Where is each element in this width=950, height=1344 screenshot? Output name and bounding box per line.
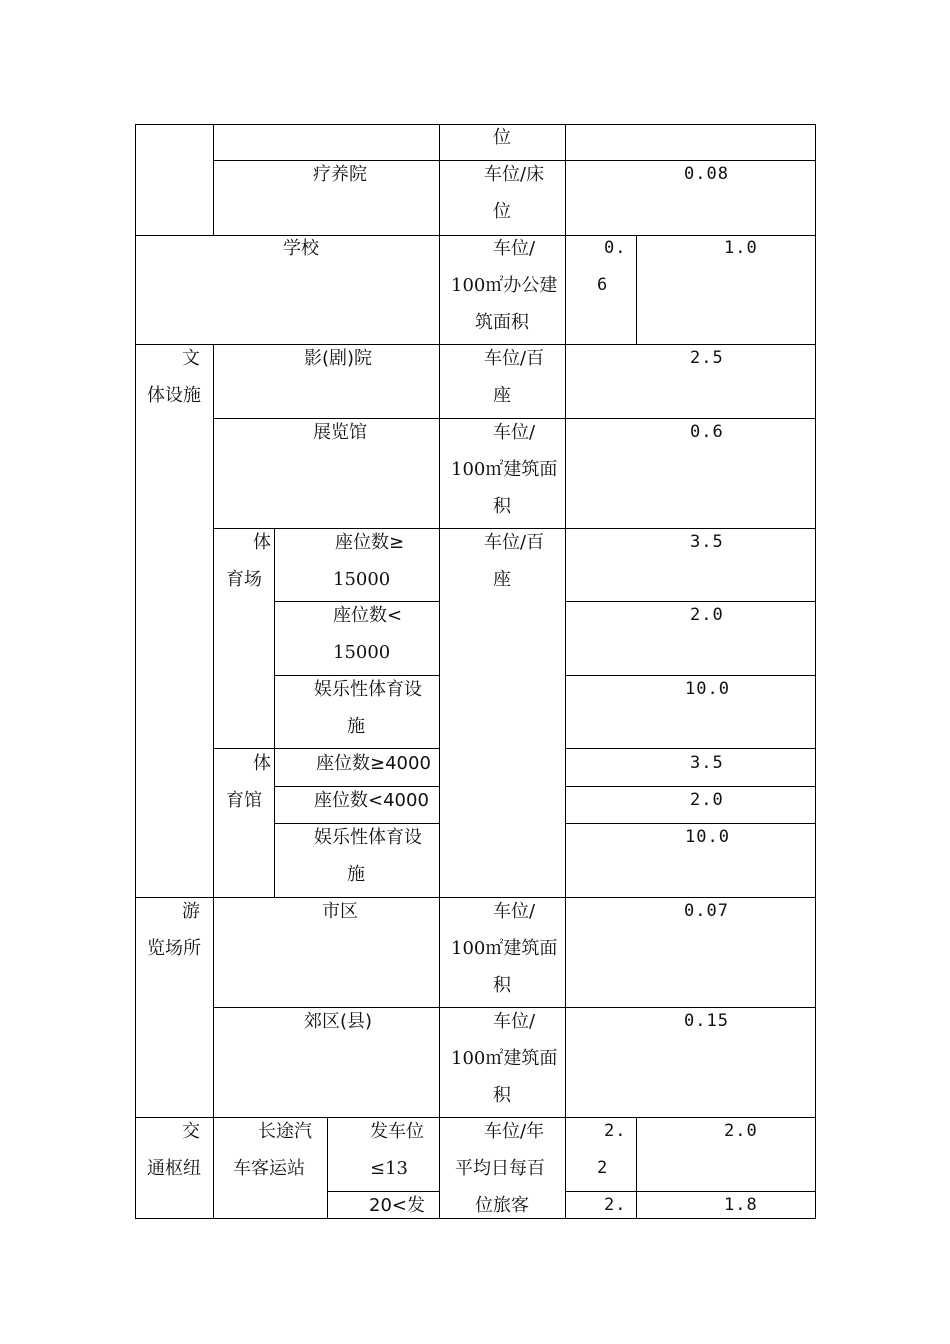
value-cell: 10.0 (685, 827, 730, 847)
col-divider (565, 124, 566, 1219)
subcategory-label: 体 (253, 753, 271, 774)
row-divider (135, 235, 816, 236)
value-cell: 3.5 (690, 532, 724, 552)
col-divider (636, 235, 637, 345)
condition-cell: 娱乐性体育设 (314, 679, 422, 700)
row-divider (565, 1191, 816, 1192)
facility-name: 展览馆 (313, 422, 367, 443)
unit-cell: 车位/ (493, 901, 536, 922)
unit-cell: 车位/床 (484, 164, 545, 185)
value-cell: 0.6 (690, 422, 724, 442)
facility-name: 市区 (322, 901, 358, 922)
table-right-border (815, 124, 816, 1219)
unit-cell: 100㎡建筑面 (451, 1048, 558, 1069)
value-cell: 3.5 (690, 753, 724, 773)
unit-cell: 位旅客 (475, 1195, 529, 1216)
condition-cell: 座位数≥ (335, 532, 405, 553)
unit-cell: 车位/ (493, 422, 536, 443)
col-divider (274, 528, 275, 898)
condition-cell: 15000 (333, 642, 391, 663)
condition-cell: 施 (347, 864, 365, 885)
value-cell: 2 (597, 1158, 609, 1178)
unit-cell: 车位/ (493, 1011, 536, 1032)
condition-cell: 座位数< (333, 605, 403, 626)
unit-cell: 位 (493, 127, 511, 148)
condition-cell: 座位数<4000 (314, 790, 429, 811)
facility-name: 影(剧)院 (304, 348, 373, 369)
value-cell: 2.0 (690, 605, 724, 625)
value-cell: 1.0 (724, 238, 758, 258)
condition-cell: ≤13 (370, 1158, 408, 1179)
facility-name: 长途汽 (258, 1121, 312, 1142)
unit-cell: 积 (493, 496, 511, 517)
value-cell: 2. (604, 1195, 627, 1215)
unit-cell: 车位/ (493, 238, 536, 259)
condition-cell: 20<发 (369, 1195, 425, 1216)
value-cell: 2.0 (724, 1121, 758, 1141)
category-label: 交 (182, 1121, 200, 1142)
value-cell: 1.8 (724, 1195, 758, 1215)
col-divider (213, 124, 214, 236)
subcategory-label: 育场 (226, 569, 262, 590)
col-divider (636, 1117, 637, 1219)
facility-name: 疗养院 (313, 164, 367, 185)
unit-cell: 积 (493, 975, 511, 996)
condition-cell: 施 (347, 716, 365, 737)
value-cell: 10.0 (685, 679, 730, 699)
facility-name: 郊区(县) (304, 1011, 373, 1032)
category-label: 通枢纽 (147, 1158, 201, 1179)
value-cell: 0.08 (684, 164, 729, 184)
unit-cell: 积 (493, 1085, 511, 1106)
value-cell: 0.15 (684, 1011, 729, 1031)
col-divider (327, 1117, 328, 1219)
unit-cell: 100㎡建筑面 (451, 938, 558, 959)
unit-cell: 车位/年 (484, 1121, 545, 1142)
category-label: 览场所 (147, 938, 201, 959)
condition-cell: 娱乐性体育设 (314, 827, 422, 848)
category-label: 文 (182, 348, 200, 369)
unit-cell: 座 (493, 569, 511, 590)
category-label: 游 (182, 901, 200, 922)
facility-name: 车客运站 (233, 1158, 305, 1179)
unit-cell: 筑面积 (475, 312, 529, 333)
value-cell: 2.5 (690, 348, 724, 368)
condition-cell: 发车位 (370, 1121, 424, 1142)
unit-cell: 车位/百 (484, 532, 545, 553)
unit-cell: 车位/百 (484, 348, 545, 369)
row-divider (135, 1117, 816, 1118)
subcategory-label: 育馆 (226, 790, 262, 811)
value-cell: 2.0 (690, 790, 724, 810)
table-top-border (135, 124, 816, 125)
unit-cell: 平均日每百 (455, 1158, 545, 1179)
condition-cell: 座位数≥4000 (316, 753, 431, 774)
unit-cell: 位 (493, 201, 511, 222)
unit-cell: 100㎡办公建 (451, 275, 558, 296)
table-left-border (135, 124, 136, 1219)
col-divider (213, 344, 214, 1219)
value-cell: 0.07 (684, 901, 729, 921)
facility-name: 学校 (283, 238, 319, 259)
unit-cell: 座 (493, 385, 511, 406)
value-cell: 2. (604, 1121, 627, 1141)
condition-cell: 15000 (333, 569, 391, 590)
unit-cell: 100㎡建筑面 (451, 459, 558, 480)
value-cell: 0. (604, 238, 627, 258)
subcategory-label: 体 (253, 532, 271, 553)
category-label: 体设施 (147, 385, 201, 406)
col-divider (439, 124, 440, 1219)
value-cell: 6 (597, 275, 609, 295)
